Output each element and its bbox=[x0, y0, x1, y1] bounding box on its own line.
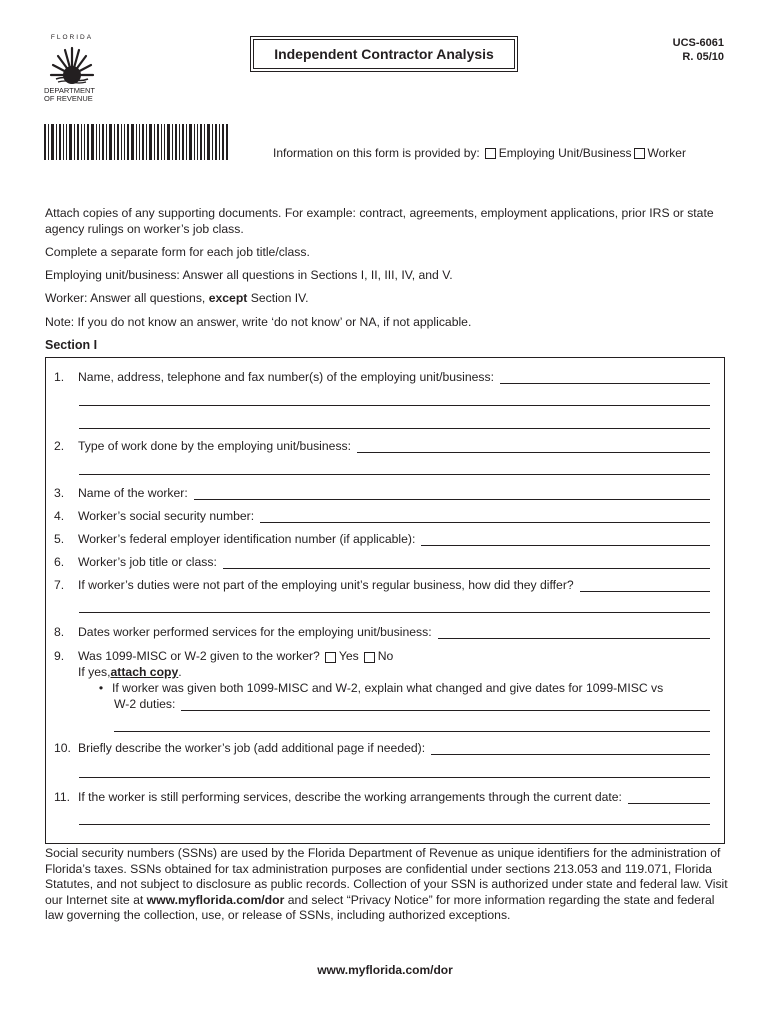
question-8-answer-line[interactable] bbox=[438, 628, 710, 639]
worker-checkbox[interactable] bbox=[634, 148, 645, 159]
question-2-label: Type of work done by the employing unit/business: bbox=[78, 439, 352, 453]
bullet-icon: • bbox=[98, 681, 104, 695]
if-yes-text: If yes, bbox=[78, 665, 111, 679]
ssn-notice-url[interactable]: www.myflorida.com/dor bbox=[146, 892, 285, 907]
form-number: UCS-6061 bbox=[672, 37, 724, 49]
question-number: 5. bbox=[54, 532, 65, 546]
question-number: 3. bbox=[54, 486, 65, 500]
question-11-answer-line[interactable] bbox=[628, 793, 710, 804]
question-8-label: Dates worker performed services for the employing unit/business: bbox=[78, 625, 432, 639]
ssn-notice-text-1: Social security numbers (SSNs) are used by the Florida Department of Revenue as unique identifiers for the administration of Florida’s taxes. SSNs obtained for tax administration purposes are confidential under sections 213.053 and 119.071, Florida Statutes, and not subject to disclosure as public records. Collection of your SSN is authorized under state and federal law. Visit our Internet site at bbox=[45, 846, 728, 907]
question-number: 10. bbox=[54, 741, 71, 755]
question-5 bbox=[54, 532, 710, 546]
question-5-label: Worker’s federal employer identification number (if applicable): bbox=[78, 532, 416, 546]
question-4-answer-line[interactable] bbox=[260, 512, 710, 523]
yes-label: Yes bbox=[338, 649, 359, 663]
question-9-w2-row bbox=[114, 697, 710, 711]
provided-by-label: Information on this form is provided by: bbox=[273, 146, 480, 160]
instruction-worker-except: except bbox=[208, 291, 248, 305]
instruction-worker bbox=[45, 291, 730, 307]
if-yes-period: . bbox=[178, 665, 182, 679]
question-7-answer-line[interactable] bbox=[580, 581, 710, 592]
question-number: 7. bbox=[54, 578, 65, 592]
question-6-answer-line[interactable] bbox=[223, 558, 710, 569]
question-1-answer-line[interactable] bbox=[500, 373, 710, 384]
question-7-answer-line-2[interactable] bbox=[79, 611, 710, 613]
question-7-label: If worker’s duties were not part of the employing unit’s regular business, how did they differ? bbox=[78, 578, 574, 592]
question-11-answer-line-2[interactable] bbox=[79, 823, 710, 825]
question-9-if-yes bbox=[78, 665, 182, 679]
section-title: Section I bbox=[45, 338, 98, 352]
question-9-bullet bbox=[90, 681, 663, 695]
question-4-label: Worker’s social security number: bbox=[78, 509, 255, 523]
instruction-worker-tail: Section IV. bbox=[247, 291, 309, 305]
question-number: 6. bbox=[54, 555, 65, 569]
employing-unit-option-label: Employing Unit/Business bbox=[498, 146, 632, 160]
question-11-label: If the worker is still performing services, describe the working arrangements through the current date: bbox=[78, 790, 622, 804]
question-10 bbox=[54, 741, 710, 755]
question-2-answer-line[interactable] bbox=[357, 442, 710, 453]
question-9-bullet-text: If worker was given both 1099-MISC and W-2, explain what changed and give dates for 1099-MISC vs bbox=[112, 681, 664, 695]
question-number: 9. bbox=[54, 649, 65, 663]
form-title-box bbox=[250, 36, 518, 72]
question-10-label: Briefly describe the worker’s job (add additional page if needed): bbox=[78, 741, 426, 755]
instruction-separate-form: Complete a separate form for each job title/class. bbox=[45, 245, 310, 259]
section-1-box bbox=[45, 357, 725, 844]
question-10-answer-line[interactable] bbox=[431, 744, 710, 755]
question-number: 11. bbox=[54, 790, 71, 804]
question-1-answer-line-3[interactable] bbox=[79, 427, 710, 429]
question-number: 2. bbox=[54, 439, 65, 453]
question-11 bbox=[54, 790, 710, 804]
question-9 bbox=[54, 649, 710, 663]
no-label: No bbox=[377, 649, 394, 663]
question-9-label: Was 1099-MISC or W-2 given to the worker? bbox=[78, 649, 320, 663]
question-3 bbox=[54, 486, 710, 500]
instruction-note: Note: If you do not know an answer, write ‘do not know’ or NA, if not applicable. bbox=[45, 315, 472, 329]
question-9-w2-label: W-2 duties: bbox=[114, 697, 176, 711]
instruction-attach: Attach copies of any supporting documents. For example: contract, agreements, employment applications, prior IRS or state agency rulings on worker’s job class. bbox=[45, 206, 714, 236]
question-2 bbox=[54, 439, 710, 453]
logo-state-text: FLORIDA bbox=[50, 34, 94, 41]
question-9-w2-answer-line-2[interactable] bbox=[114, 730, 710, 732]
form-revision: R. 05/10 bbox=[682, 51, 724, 63]
question-1-answer-line-2[interactable] bbox=[79, 404, 710, 406]
question-1-label: Name, address, telephone and fax number(s) of the employing unit/business: bbox=[78, 370, 494, 384]
worker-option-label: Worker bbox=[647, 146, 686, 160]
question-1 bbox=[54, 370, 710, 384]
question-number: 8. bbox=[54, 625, 65, 639]
question-4 bbox=[54, 509, 710, 523]
instruction-worker-text: Worker: Answer all questions, bbox=[45, 291, 209, 305]
ssn-notice bbox=[45, 846, 735, 924]
no-checkbox[interactable] bbox=[364, 652, 375, 663]
ssn-notice-text-2: and select “Privacy Notice” for more information regarding the state and federal law governing the collection, use, or release of SSNs, including authorized exceptions. bbox=[45, 892, 715, 923]
question-6 bbox=[54, 555, 710, 569]
question-2-answer-line-2[interactable] bbox=[79, 473, 710, 475]
provided-by-row bbox=[273, 146, 686, 160]
question-3-label: Name of the worker: bbox=[78, 486, 188, 500]
logo-dept-line-1: DEPARTMENT bbox=[44, 86, 95, 95]
barcode bbox=[44, 124, 228, 160]
form-identifier bbox=[673, 36, 724, 64]
question-3-answer-line[interactable] bbox=[194, 489, 710, 500]
question-10-answer-line-2[interactable] bbox=[79, 776, 710, 778]
form-title: Independent Contractor Analysis bbox=[253, 39, 515, 69]
yes-checkbox[interactable] bbox=[325, 652, 336, 663]
dor-logo bbox=[44, 34, 100, 103]
question-5-answer-line[interactable] bbox=[421, 535, 710, 546]
question-number: 1. bbox=[54, 370, 65, 384]
attach-copy-text: attach copy bbox=[110, 665, 179, 679]
question-6-label: Worker’s job title or class: bbox=[78, 555, 217, 569]
employing-unit-checkbox[interactable] bbox=[485, 148, 496, 159]
footer-website-link[interactable]: www.myflorida.com/dor bbox=[317, 963, 453, 977]
sunburst-icon bbox=[48, 45, 96, 85]
question-9-w2-answer-line[interactable] bbox=[181, 700, 710, 711]
question-7 bbox=[54, 578, 710, 592]
instruction-employing-unit: Employing unit/business: Answer all questions in Sections I, II, III, IV, and V. bbox=[45, 268, 453, 282]
logo-dept-line-2: OF REVENUE bbox=[44, 94, 93, 103]
question-number: 4. bbox=[54, 509, 65, 523]
question-8 bbox=[54, 625, 710, 639]
